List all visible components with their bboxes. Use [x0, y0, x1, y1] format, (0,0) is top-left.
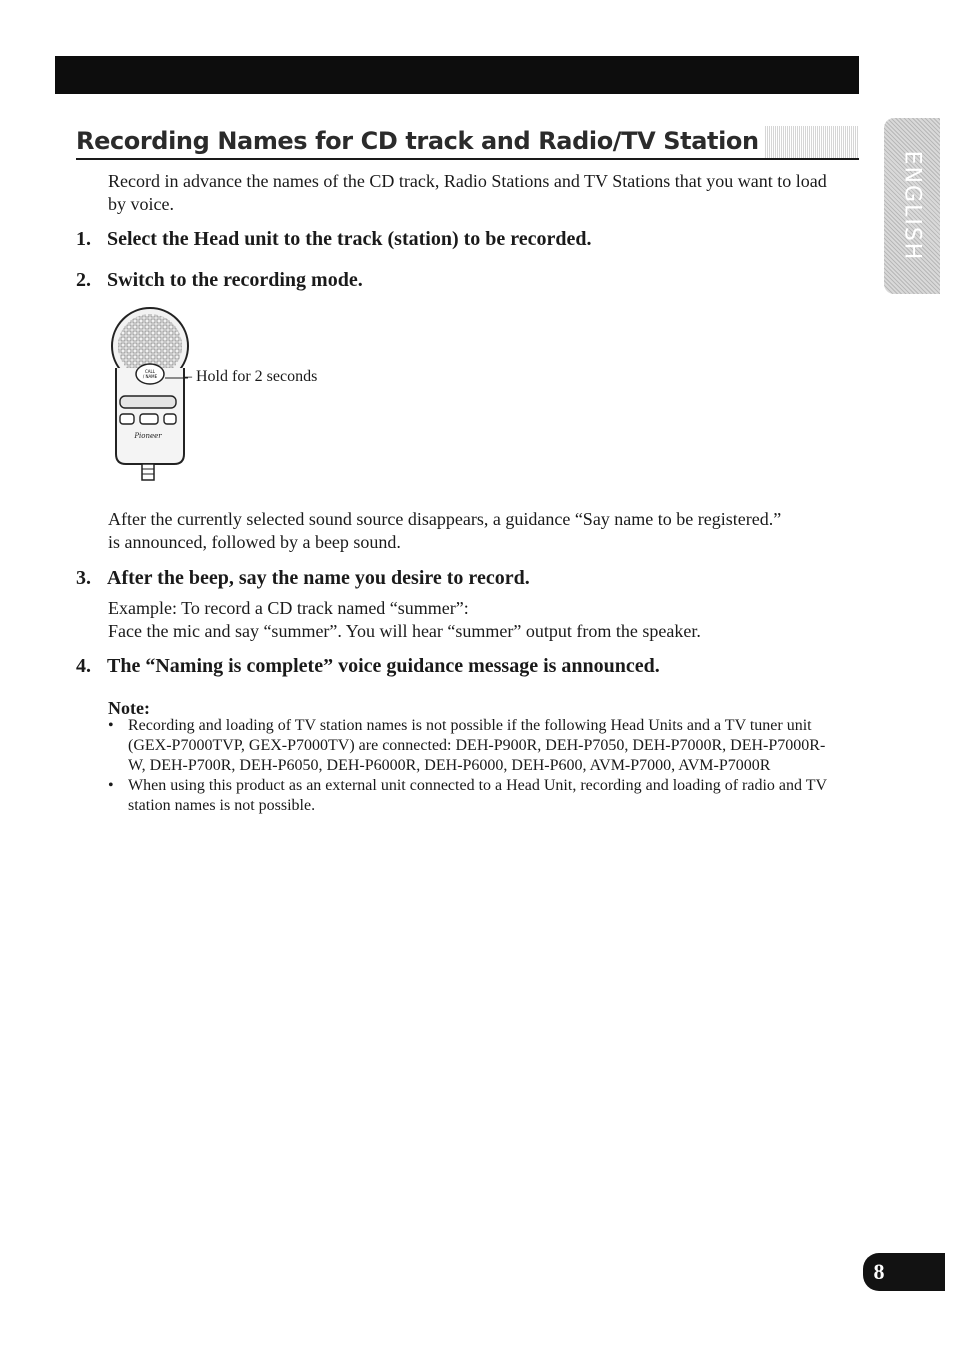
example-line-1: Example: To record a CD track named “summer”: — [108, 598, 469, 618]
note-item-text: When using this product as an external unit connected to a Head Unit, recording and loading of radio and TV station names is not possible. — [128, 777, 827, 814]
language-tab — [884, 118, 940, 294]
right-key — [164, 414, 176, 424]
note-list — [108, 716, 828, 816]
remote-control-illustration — [108, 306, 198, 484]
callout-text: Hold for 2 seconds — [196, 368, 318, 385]
note-item: • Recording and loading of TV station names is not possible if the following Head Units and a TV tuner unit (GEX-P7000TVP, GEX-P7000TV) are connected: DEH-P900R, DEH-P7050, DEH-P7000R, DEH-P7000R-W, DEH-P700R, DEH-P6050, DEH-P6000R, DEH-P6000, DEH-P600, AVM-P7000, AVM-P7000R — [108, 717, 826, 774]
step-1-title: Select the Head unit to the track (station) to be recorded. — [107, 228, 592, 250]
step-1-number: 1. — [76, 228, 91, 250]
page-number-tab — [863, 1253, 945, 1291]
brand-logo: Pioneer — [134, 432, 162, 440]
page-number: 8 — [873, 1259, 885, 1284]
step-4 — [76, 654, 660, 678]
call-button-label: CALL — [145, 369, 155, 374]
step-4-number: 4. — [76, 655, 91, 677]
step-4-title: The “Naming is complete” voice guidance message is announced. — [107, 655, 660, 677]
step-2 — [76, 268, 363, 292]
center-key — [140, 414, 158, 424]
step-2-number: 2. — [76, 269, 91, 291]
note-title: Note: — [108, 698, 150, 718]
note-item-text: Recording and loading of TV station names is not possible if the following Head Units and a TV tuner unit (GEX-P7000TVP, GEX-P7000TV) are connected: DEH-P900R, DEH-P7050, DEH-P7000R, DEH-P7000R-W, DEH-P700R, DEH-P6050, DEH-P6000R, DEH-P6000, DEH-P600, AVM-P7000, AVM-P7000R — [128, 717, 826, 774]
name-button-label: / NAME — [142, 374, 158, 379]
language-tab-label: ENGLISH — [899, 150, 925, 262]
intro-paragraph: Record in advance the names of the CD track, Radio Stations and TV Stations that you want to load by voice. — [108, 171, 827, 214]
step-2-title: Switch to the recording mode. — [107, 269, 363, 291]
note-item: • When using this product as an external unit connected to a Head Unit, recording and loading of radio and TV station names is not possible. — [108, 777, 827, 814]
step-1 — [76, 227, 592, 251]
step-3-title: After the beep, say the name you desire to record. — [107, 567, 530, 589]
example-line-2: Face the mic and say “summer”. You will hear “summer” output from the speaker. — [108, 621, 701, 641]
left-key — [120, 414, 134, 424]
header-bar — [55, 56, 859, 94]
heading-rule — [76, 158, 859, 160]
cable-connector — [142, 464, 154, 480]
section-heading: Recording Names for CD track and Radio/TV Station — [76, 124, 765, 158]
figure-callout: – Hold for 2 seconds — [184, 368, 318, 385]
search-key — [120, 396, 176, 408]
after-figure-paragraph: After the currently selected sound source disappears, a guidance “Say name to be registered.” is announced, followed by a beep sound. — [108, 509, 782, 552]
step-3-number: 3. — [76, 567, 91, 589]
step-3 — [76, 566, 530, 590]
